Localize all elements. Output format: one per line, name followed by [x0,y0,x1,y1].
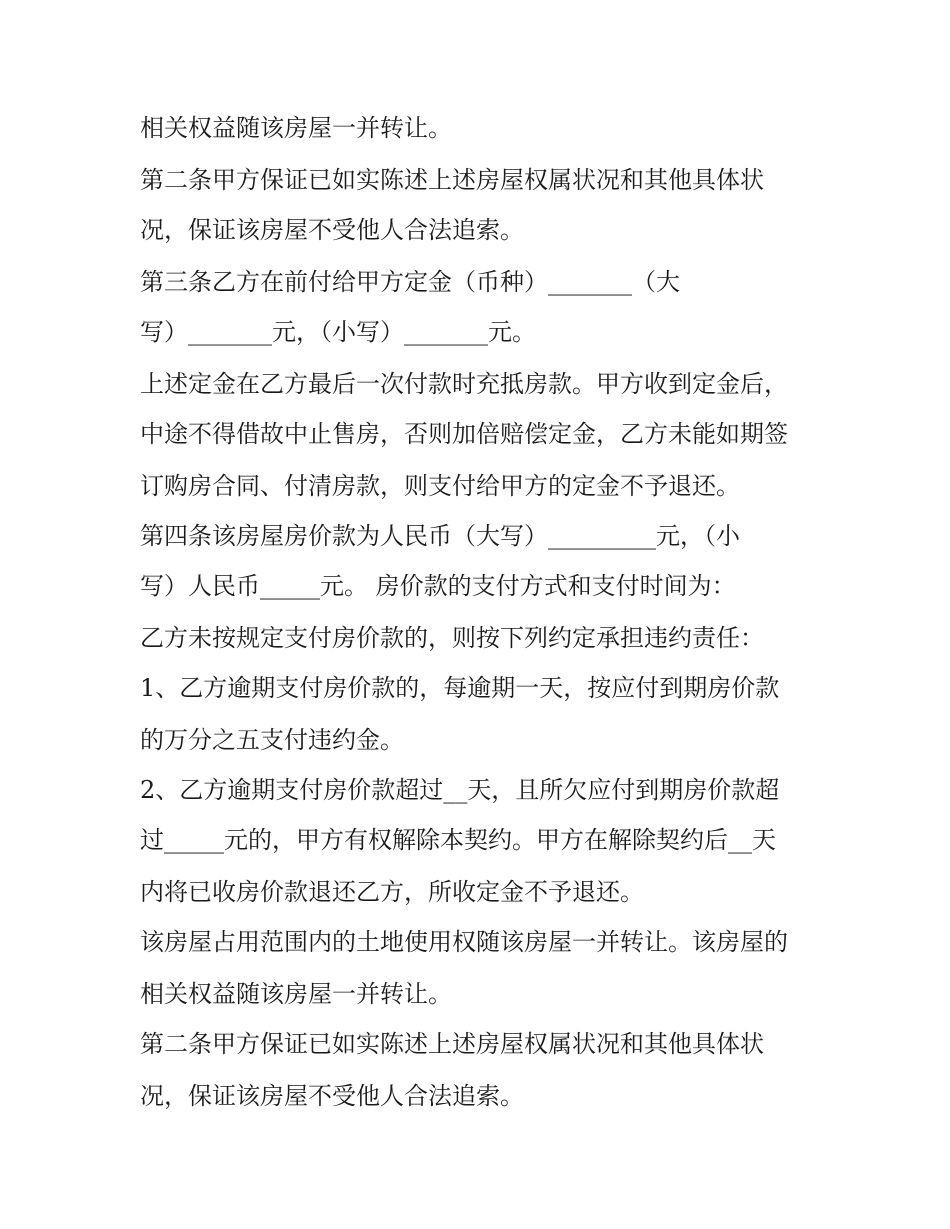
text-line: 第二条甲方保证已如实陈述上述房屋权属状况和其他具体状 [140,166,764,194]
text-line: 中途不得借故中止售房，否则加倍赔偿定金，乙方未能如期签 [140,420,788,448]
text-line: 订购房合同、付清房款，则支付给甲方的定金不予退还。 [140,472,740,500]
text-line: 第四条该房屋房价款为人民币（大写）_________元，（小 [140,522,740,550]
text-line: 况，保证该房屋不受他人合法追索。 [140,216,524,244]
text-line: 内将已收房价款退还乙方，所收定金不予退还。 [140,878,644,906]
text-line: 第二条甲方保证已如实陈述上述房屋权属状况和其他具体状 [140,1030,764,1058]
text-line: 该房屋占用范围内的土地使用权随该房屋一并转让。该房屋的 [140,928,788,956]
text-line: 2、乙方逾期支付房价款超过__天，且所欠应付到期房价款超 [140,776,780,804]
text-line: 写）_______元，（小写）_______元。 [140,318,536,346]
text-line: 乙方未按规定支付房价款的，则按下列约定承担违约责任： [140,624,764,652]
text-line: 上述定金在乙方最后一次付款时充抵房款。甲方收到定金后， [140,370,788,398]
text-line: 相关权益随该房屋一并转让。 [140,980,452,1008]
text-line: 写）人民币_____元。 房价款的支付方式和支付时间为： [140,572,736,600]
text-line: 相关权益随该房屋一并转让。 [140,114,452,142]
text-line: 况，保证该房屋不受他人合法追索。 [140,1082,524,1110]
text-line: 1、乙方逾期支付房价款的，每逾期一天，按应付到期房价款 [140,674,780,702]
text-line: 的万分之五支付违约金。 [140,726,404,754]
text-line: 第三条乙方在前付给甲方定金（币种）_______（大 [140,268,680,296]
text-line: 过_____元的，甲方有权解除本契约。甲方在解除契约后__天 [140,826,776,854]
